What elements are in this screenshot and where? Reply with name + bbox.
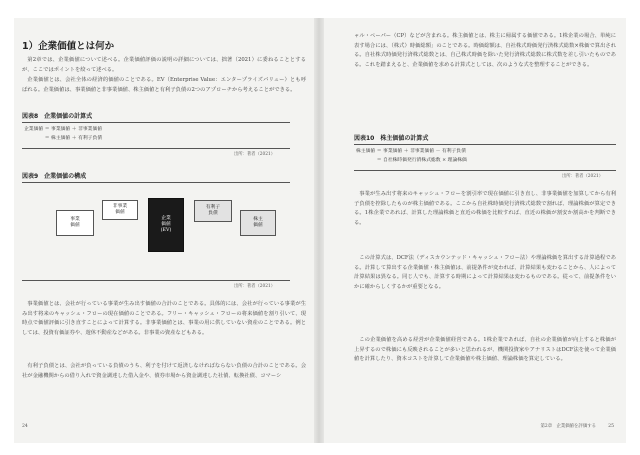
equity-value-box: 株主 価値 — [240, 210, 276, 236]
figure-10-title: 図表10 株主価値の計算式 — [354, 135, 429, 142]
non-business-value-box: 非事業 価値 — [102, 200, 138, 220]
business-value-box: 事業 価値 — [56, 210, 94, 236]
figure-rule — [354, 144, 616, 145]
paragraph: この計算式は、DCF法（ディスカウンテッド・キャッシュ・フロー法）や理論株価を算出する計算過程である。計算して算出する企業価値・株主価値は、前提条件が変われば、計算結果も変わることから、人によって計算結果は異なる。同じ人でも、計算する時期によって計算結果は変わるものである。従って、前提条件をいかに確からしくするかが重要となる。 — [354, 255, 616, 290]
figure-rule — [354, 170, 616, 171]
figure-10-formula-line2: ＝ 自社株時価発行済株式総数 × 理論株価 — [356, 158, 467, 163]
paragraph: 事業価値とは、会社が行っている事業が生み出す価値の合計のことである。具体的には、会社が行っている事業が生み出す将来のキャッシュ・フローの現在価値のことである。フリー・キャッシュ・フローの将来価値を割り引いて、現時点で価値評価に引き直すことによって計算する。非事業価値とは、事業の用に供していない資産のことである。例としては、投資有価証券や、遊休不動産などがある。非事業の資産などもある。 — [22, 301, 306, 336]
figure-rule — [22, 280, 290, 281]
figure-9-title: 図表9 企業価値の構成 — [22, 173, 87, 180]
paragraph: ャル・ペーパー（CP）などが含まれる。株主価値とは、株主に帰属する価値である。1株企業の場合、単純に表す場合には、（株式）時価総額」のことである。時価総額は、自社株式時価発行済株式総数×株価で算出される。自社株式時価発行済株式総数とは、自己株式時価を除いた発行済株式総数に株式数を差し引いたものである。これを踏まえると、企業価値を求める計算式としては、次のような式を整理することができる。 — [354, 33, 616, 68]
section-heading: 1）企業価値とは何か — [22, 41, 115, 52]
interest-bearing-debt-box: 有利子 負債 — [194, 200, 232, 222]
paragraph: 企業価値とは、会社全体の経済的価値のことである。EV（Enterprise Value：エンタープライズバリュー）とも呼ばれる。企業価値は、事業価値と非事業価値、株主価値と有利子負債の2つのアプローチから考えることができる。 — [22, 77, 306, 93]
left-page — [14, 18, 314, 443]
paragraph: この企業価値を高める経営が企業価値経営である。1株企業であれば、自社の企業価値が向上すると株価が上昇するので株価にも反映されることが多いと思われるが、機関投資家やアナリストはDCF法を使って企業価値を計算したり、資本コストを計算して企業価値や株主価値、理論株価を算定している。 — [354, 337, 616, 363]
figure-10-formula-line1: 株主価値 ＝ 事業価値 ＋ 非事業価値 － 有利子負債 — [356, 149, 466, 154]
page-number: 24 — [22, 424, 28, 429]
book-spine — [314, 18, 324, 443]
figure-8-formula-line2: ＝ 株主価値 ＋ 有利子負債 — [24, 136, 103, 141]
paragraph: 第2章では、企業価値について述べる。企業価値評価の説明の詳細については、拙著（2021）に委ねることとするが、ここではポイントを絞って述べる。 — [22, 57, 306, 73]
paragraph: 事業が生み出す将来のキャッシュ・フローを割引率で現在価値に引き直し、非事業価値を加算してから有利子負債を控除したものが株主価値である。ここから自社株時価発行済株式総数で割れば、理論株価が算定できる。1株企業であれば、計算した理論株価と直近の株価を比較すれば、直近の株価が割安か割高かを判断できる。 — [354, 191, 616, 226]
figure-rule — [22, 148, 290, 149]
figure-8-formula-line1: 企業価値 ＝ 事業価値 ＋ 非事業価値 — [24, 127, 103, 132]
enterprise-value-box: 企業 価値 (EV) — [148, 198, 184, 252]
figure-rule — [22, 182, 290, 183]
page-number: 25 — [608, 424, 614, 429]
right-page — [324, 18, 626, 443]
paragraph: 有利子負債とは、会社が負っている負債のうち、利子を付けて返済しなければならない負債の合計のことである。会社が金融機関からの借り入れで資金調達した借入金や、債券市場から資金調達した社債、転換社債、コマーシ — [22, 363, 306, 379]
figure-10-source: 出所：著者（2021） — [562, 174, 604, 179]
figure-8-source: 出所：著者（2021） — [234, 152, 276, 157]
figure-9-diagram — [22, 184, 290, 280]
figure-8-title: 図表8 企業価値の計算式 — [22, 113, 93, 120]
figure-rule — [22, 122, 290, 123]
figure-9-source: 出所：著者（2021） — [234, 284, 276, 289]
running-footer: 第2章 企業価値を評価する — [540, 424, 596, 429]
